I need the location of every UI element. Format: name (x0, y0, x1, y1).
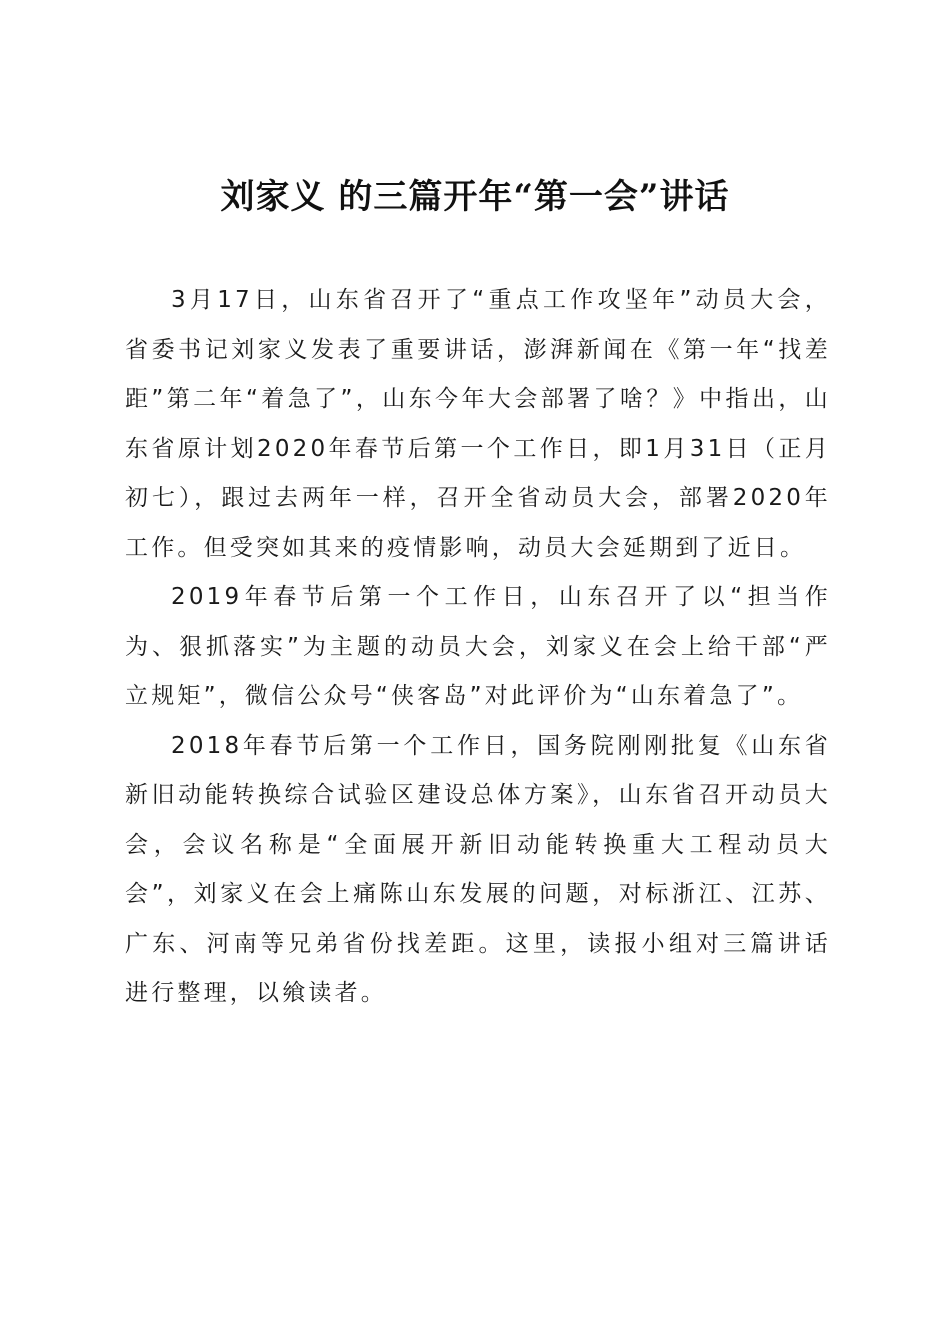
document-body (125, 276, 831, 1019)
paragraph-2: 2019年春节后第一个工作日，山东召开了以“担当作为、狠抓落实”为主题的动员大会，刘家义在会上给干部“严立规矩”，微信公众号“侠客岛”对此评价为“山东着急了”。 (125, 584, 831, 709)
paragraph-3: 2018年春节后第一个工作日，国务院刚刚批复《山东省新旧动能转换综合试验区建设总体方案》，山东省召开动员大会，会议名称是“全面展开新旧动能转换重大工程动员大会”，刘家义在会上痛陈山东发展的问题，对标浙江、江苏、广东、河南等兄弟省份找差距。这里，读报小组对三篇讲话进行整理，以飨读者。 (125, 732, 831, 1006)
document-title: 刘家义 的三篇开年“第一会”讲话 (220, 177, 730, 217)
paragraph-1: 3月17日，山东省召开了“重点工作攻坚年”动员大会，省委书记刘家义发表了重要讲话，澎湃新闻在《第一年“找差距”第二年“着急了”，山东今年大会部署了啥？》中指出，山东省原计划2020年春节后第一个工作日，即1月31日（正月初七），跟过去两年一样，召开全省动员大会，部署2020年工作。但受突如其来的疫情影响，动员大会延期到了近日。 (125, 287, 831, 561)
